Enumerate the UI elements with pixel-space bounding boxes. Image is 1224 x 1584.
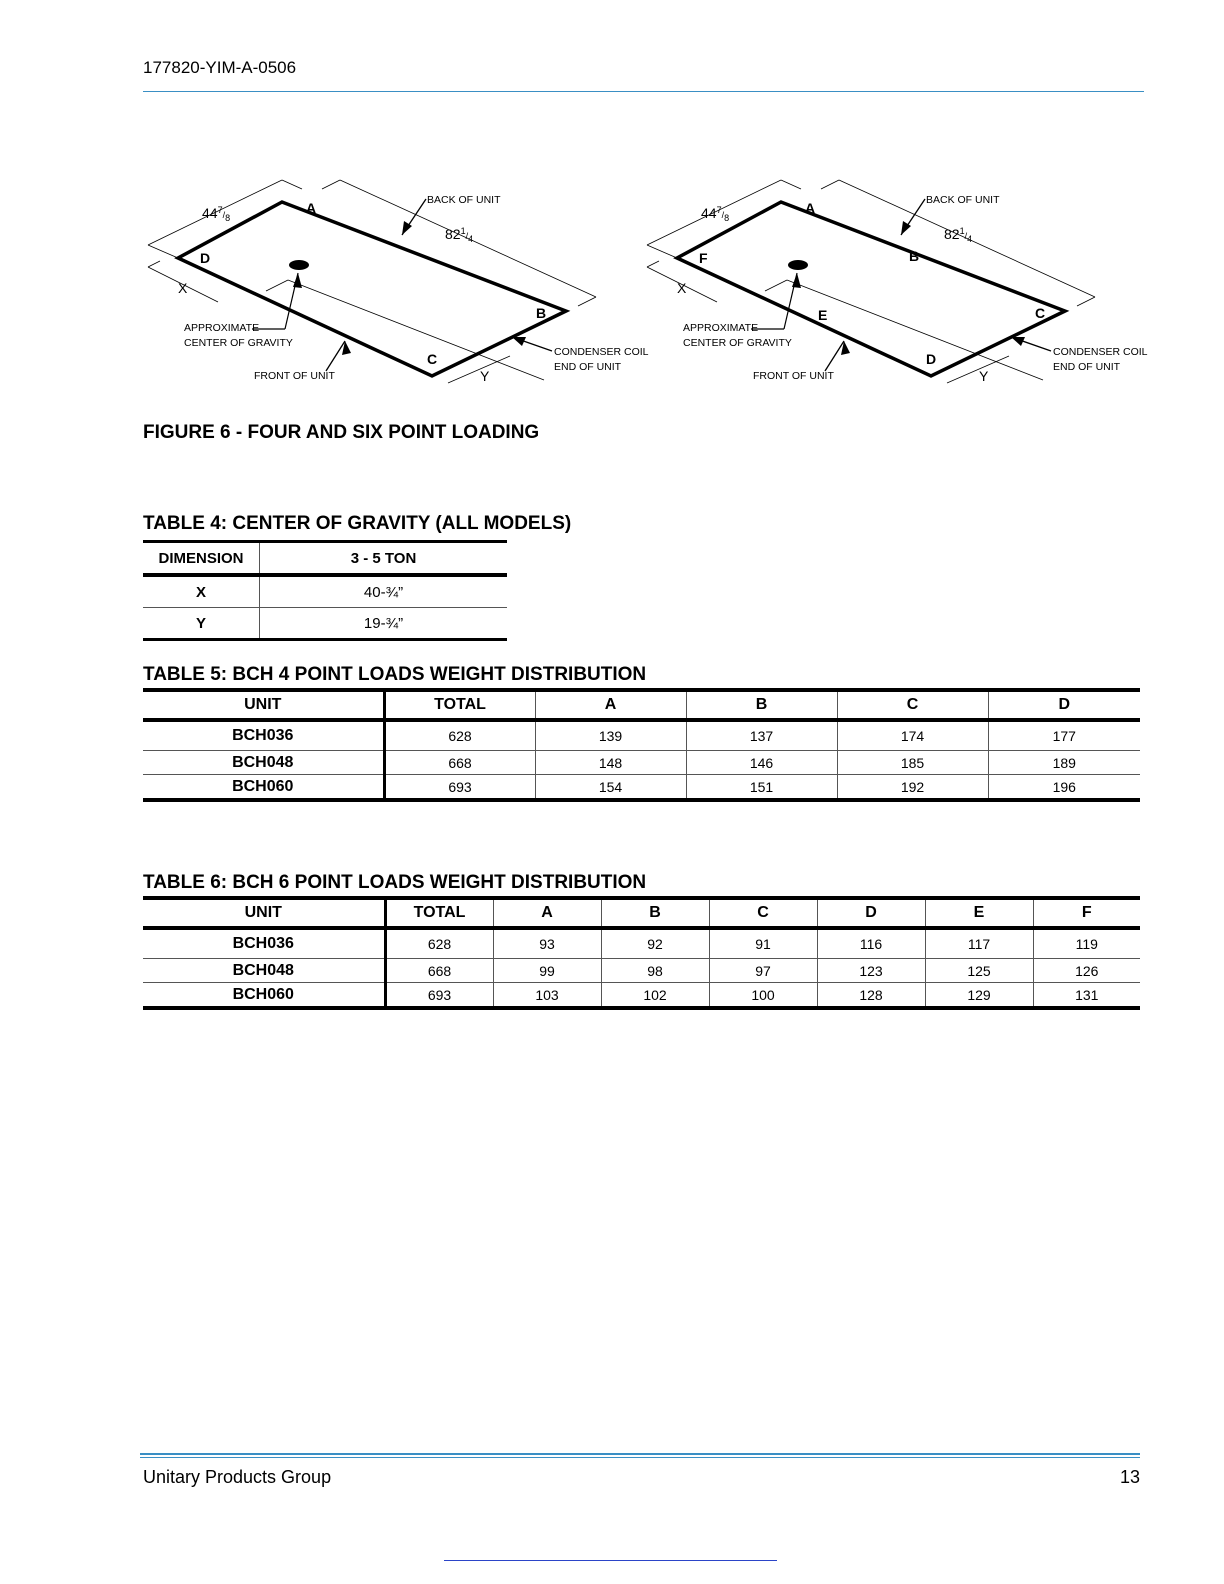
table-cell: 98 [601, 959, 709, 983]
table-cell: 99 [493, 959, 601, 983]
table-cell: 129 [925, 983, 1033, 1009]
table-cell: 97 [709, 959, 817, 983]
document-id: 177820-YIM-A-0506 [143, 58, 297, 77]
point-C-label: C [427, 351, 438, 367]
table4-title: TABLE 4: CENTER OF GRAVITY (ALL MODELS) [143, 513, 572, 534]
table-row [143, 775, 1140, 801]
point-E-label: E [818, 307, 828, 323]
four-point-loading-diagram [140, 175, 650, 400]
front-of-unit-label: FRONT OF UNIT [254, 370, 335, 382]
length-dimension: 82 [445, 226, 461, 242]
unit-cell: BCH060 [143, 983, 385, 1009]
x-label: X [178, 280, 188, 296]
footer-company: Unitary Products Group [143, 1467, 332, 1487]
point-D-label: D [200, 250, 211, 266]
table-cell: 117 [925, 928, 1033, 959]
column-header: C [709, 898, 817, 928]
table-cell: 92 [601, 928, 709, 959]
svg-text:447/8: $44^7_{/8}$ [202, 205, 231, 223]
table-row [143, 575, 507, 608]
table-cell: 139 [535, 720, 686, 751]
table-row [143, 608, 507, 640]
length-dimension: 82 [944, 226, 960, 242]
svg-text:821/4: $82^1_{/4}$ [445, 226, 474, 244]
unit-cell: BCH060 [143, 775, 384, 801]
column-header: TOTAL [384, 690, 535, 720]
point-A-label: A [805, 200, 816, 216]
header-rule [143, 91, 1144, 92]
svg-text:447/8: $44^7_{/8}$ [701, 205, 730, 223]
column-header: 3 - 5 TON [260, 542, 508, 576]
table-header-row [143, 690, 1140, 720]
point-D-label: D [926, 351, 937, 367]
column-header: A [535, 690, 686, 720]
six-point-weight-table [143, 896, 1140, 1010]
coil-label-2: END OF UNIT [554, 361, 622, 373]
table-cell: 93 [493, 928, 601, 959]
back-of-unit-label: BACK OF UNIT [926, 194, 1000, 206]
column-header: UNIT [143, 690, 384, 720]
table-cell: 131 [1033, 983, 1140, 1009]
column-header: UNIT [143, 898, 385, 928]
table-cell: 628 [385, 928, 493, 959]
table-cell: 123 [817, 959, 925, 983]
column-header: B [601, 898, 709, 928]
column-header: D [817, 898, 925, 928]
back-of-unit-label: BACK OF UNIT [427, 194, 501, 206]
y-label: Y [480, 368, 490, 384]
row-label: Y [143, 608, 260, 640]
coil-label: CONDENSER COIL [1053, 346, 1148, 358]
front-of-unit-label: FRONT OF UNIT [753, 370, 834, 382]
column-header: TOTAL [385, 898, 493, 928]
unit-cell: BCH036 [143, 928, 385, 959]
width-dimension: 44 [701, 205, 717, 221]
svg-text:821/4: $82^1_{/4}$ [944, 226, 973, 244]
table-cell: 19-¾” [260, 608, 508, 640]
table-cell: 116 [817, 928, 925, 959]
table-cell: 126 [1033, 959, 1140, 983]
cog-label-2: CENTER OF GRAVITY [184, 337, 293, 349]
table-cell: 125 [925, 959, 1033, 983]
column-header: E [925, 898, 1033, 928]
table-row [143, 751, 1140, 775]
table-cell: 151 [686, 775, 837, 801]
row-label: X [143, 575, 260, 608]
table-cell: 189 [988, 751, 1140, 775]
footer-rule-thin [140, 1457, 1140, 1458]
table-cell: 40-¾” [260, 575, 508, 608]
table-cell: 185 [837, 751, 988, 775]
center-of-gravity-table [143, 540, 507, 641]
table-row [143, 720, 1140, 751]
coil-label: CONDENSER COIL [554, 346, 649, 358]
column-header: B [686, 690, 837, 720]
six-point-loading-diagram [639, 175, 1149, 400]
table-cell: 102 [601, 983, 709, 1009]
footer-rule [140, 1453, 1140, 1455]
point-A-label: A [306, 200, 317, 216]
page-number: 13 [1119, 1467, 1140, 1487]
table-row [143, 959, 1140, 983]
table-cell: 668 [384, 751, 535, 775]
coil-label-2: END OF UNIT [1053, 361, 1121, 373]
four-point-weight-table [143, 688, 1140, 802]
table-cell: 137 [686, 720, 837, 751]
cog-label: APPROXIMATE [184, 322, 260, 334]
unit-cell: BCH048 [143, 751, 384, 775]
table-cell: 668 [385, 959, 493, 983]
x-label: X [677, 280, 687, 296]
column-header: DIMENSION [143, 542, 260, 576]
cog-label: APPROXIMATE [683, 322, 759, 334]
column-header: F [1033, 898, 1140, 928]
table-cell: 154 [535, 775, 686, 801]
point-C-label: C [1035, 305, 1046, 321]
table-cell: 146 [686, 751, 837, 775]
table-header-row [143, 898, 1140, 928]
cog-label-2: CENTER OF GRAVITY [683, 337, 792, 349]
table-row [143, 983, 1140, 1009]
table-cell: 103 [493, 983, 601, 1009]
column-header: D [988, 690, 1140, 720]
column-header: C [837, 690, 988, 720]
table-cell: 128 [817, 983, 925, 1009]
table-cell: 100 [709, 983, 817, 1009]
table-header-row [143, 542, 507, 576]
table6-title: TABLE 6: BCH 6 POINT LOADS WEIGHT DISTRIBUTION [143, 872, 647, 893]
point-F-label: F [699, 250, 708, 266]
unit-cell: BCH036 [143, 720, 384, 751]
column-header: A [493, 898, 601, 928]
width-dimension: 44 [202, 205, 218, 221]
table-cell: 177 [988, 720, 1140, 751]
table-cell: 196 [988, 775, 1140, 801]
figure-caption: FIGURE 6 - FOUR AND SIX POINT LOADING [143, 422, 540, 443]
table5-title: TABLE 5: BCH 4 POINT LOADS WEIGHT DISTRIBUTION [143, 664, 647, 685]
point-B-label: B [909, 248, 920, 264]
table-cell: 693 [385, 983, 493, 1009]
table-cell: 119 [1033, 928, 1140, 959]
bottom-link-underline[interactable] [444, 1560, 777, 1561]
y-label: Y [979, 368, 989, 384]
table-row [143, 928, 1140, 959]
table-cell: 192 [837, 775, 988, 801]
table-cell: 174 [837, 720, 988, 751]
point-B-label: B [536, 305, 547, 321]
table-cell: 91 [709, 928, 817, 959]
table-cell: 693 [384, 775, 535, 801]
unit-cell: BCH048 [143, 959, 385, 983]
table-cell: 628 [384, 720, 535, 751]
table-cell: 148 [535, 751, 686, 775]
